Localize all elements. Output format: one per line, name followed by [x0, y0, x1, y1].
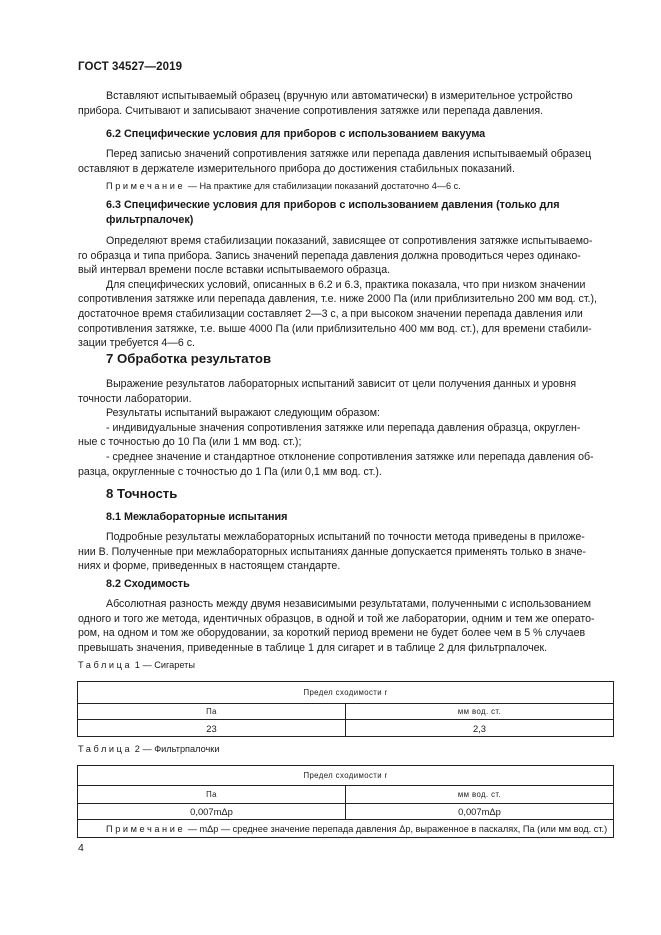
document-id-header: ГОСТ 34527—2019: [78, 61, 183, 73]
section-8-title: 8 Точность: [106, 486, 178, 501]
table-1-header: Предел сходимости r: [78, 682, 614, 704]
table-2-cell-pa: 0,007mΔp: [78, 804, 346, 820]
paragraph-repeatability: Абсолютная разность между двумя независимыми результатами, полученными с использованием одного и того же метода, идентичных образцов, в одной и той же лаборатории, одним и тем же операто- ром, на одном и том же оборудовании, за короткий период времени не будет более чем в 5 % случаев превышать значения, приведенные в таблице 1 для сигарет и в таблице 2 для фильтрпалочек.: [78, 598, 595, 654]
table-1-caption: Таблица 1 — Сигареты: [78, 660, 195, 670]
note-stabilization: Примечание — На практике для стабилизации показаний достаточно 4—6 с.: [106, 181, 461, 191]
section-8-1-title: 8.1 Межлабораторные испытания: [106, 511, 288, 523]
table-1-cigarettes: [77, 681, 614, 737]
section-8-2-title: 8.2 Сходимость: [106, 578, 190, 590]
paragraph-interlab: Подробные результаты межлабораторных испытаний по точности метода приведены в приложе- нии В. Полученные при межлабораторных испытаниях данные допускается применять только в значе- ниях и форме, приведенных в настоящем стандарте.: [78, 531, 586, 573]
table-2-caption: Таблица 2 — Фильтрпалочки: [78, 744, 220, 754]
table-1-cell-mm: 2,3: [346, 720, 614, 737]
table-2-col-pa: Па: [78, 786, 346, 804]
paragraph-results: Выражение результатов лабораторных испытаний зависит от цели получения данных и уровня точности лаборатории. Результаты испытаний выражают следующим образом: - индивидуальные значения сопротивления затяжке или перепада давления образца, округлен- ные с точностью до 10 Па (или 1 мм вод. ст.); - среднее значение и стандартное отклонение сопротивления затяжке или перепада давления об- разца, округленные с точностью до 1 Па (или 0,1 мм вод. ст.).: [78, 378, 594, 478]
table-2-note: Примечание — mΔp — среднее значение перепада давления Δp, выраженное в паскалях, Па (или мм вод. ст.): [78, 820, 614, 838]
paragraph-insert-sample: Вставляют испытываемый образец (вручную или автоматически) в измерительное устройство прибора. Считывают и записывают значение сопротивления затяжке или перепада давления.: [78, 90, 573, 117]
table-1-col-pa: Па: [78, 704, 346, 720]
table-row: [78, 720, 614, 737]
table-1-col-mm: мм вод. ст.: [346, 704, 614, 720]
section-6-3-title: 6.3 Специфические условия для приборов с использованием давления (только для фильтрпалочек): [106, 199, 560, 226]
table-row: [78, 804, 614, 820]
table-2-filter-rods: [77, 765, 614, 838]
table-2-header: Предел сходимости r: [78, 766, 614, 786]
section-6-2-title: 6.2 Специфические условия для приборов с использованием вакуума: [106, 128, 486, 140]
table-1-cell-pa: 23: [78, 720, 346, 737]
paragraph-vacuum: Перед записью значений сопротивления затяжке или перепада давления испытываемый образец оставляют в держателе измерительного прибора до достижения стабильных показаний.: [78, 148, 592, 175]
table-2-col-mm: мм вод. ст.: [346, 786, 614, 804]
table-2-cell-mm: 0,007mΔp: [346, 804, 614, 820]
section-7-title: 7 Обработка результатов: [106, 351, 272, 366]
page-number: 4: [78, 842, 84, 854]
paragraph-stabilization-time: Определяют время стабилизации показаний, зависящее от сопротивления затяжке испытываемо- го образца и типа прибора. Запись значений перепада давления должна проводиться через одинако- вый интервал времени после вставки испытываемого образца. Для специфических условий, описанных в 6.2 и 6.3, практика показала, что при низком значении сопротивления затяжке или перепада давления, т.е. ниже 2000 Па (или приблизительно 200 мм вод. ст.), достаточное время стабилизации составляет 2—3 с, а при высоком значении перепада давления или сопротивления затяжке, т.е. выше 4000 Па (или приблизительно 400 мм вод. ст.), для времени стабили- зации требуется 4—6 с.: [78, 235, 597, 350]
